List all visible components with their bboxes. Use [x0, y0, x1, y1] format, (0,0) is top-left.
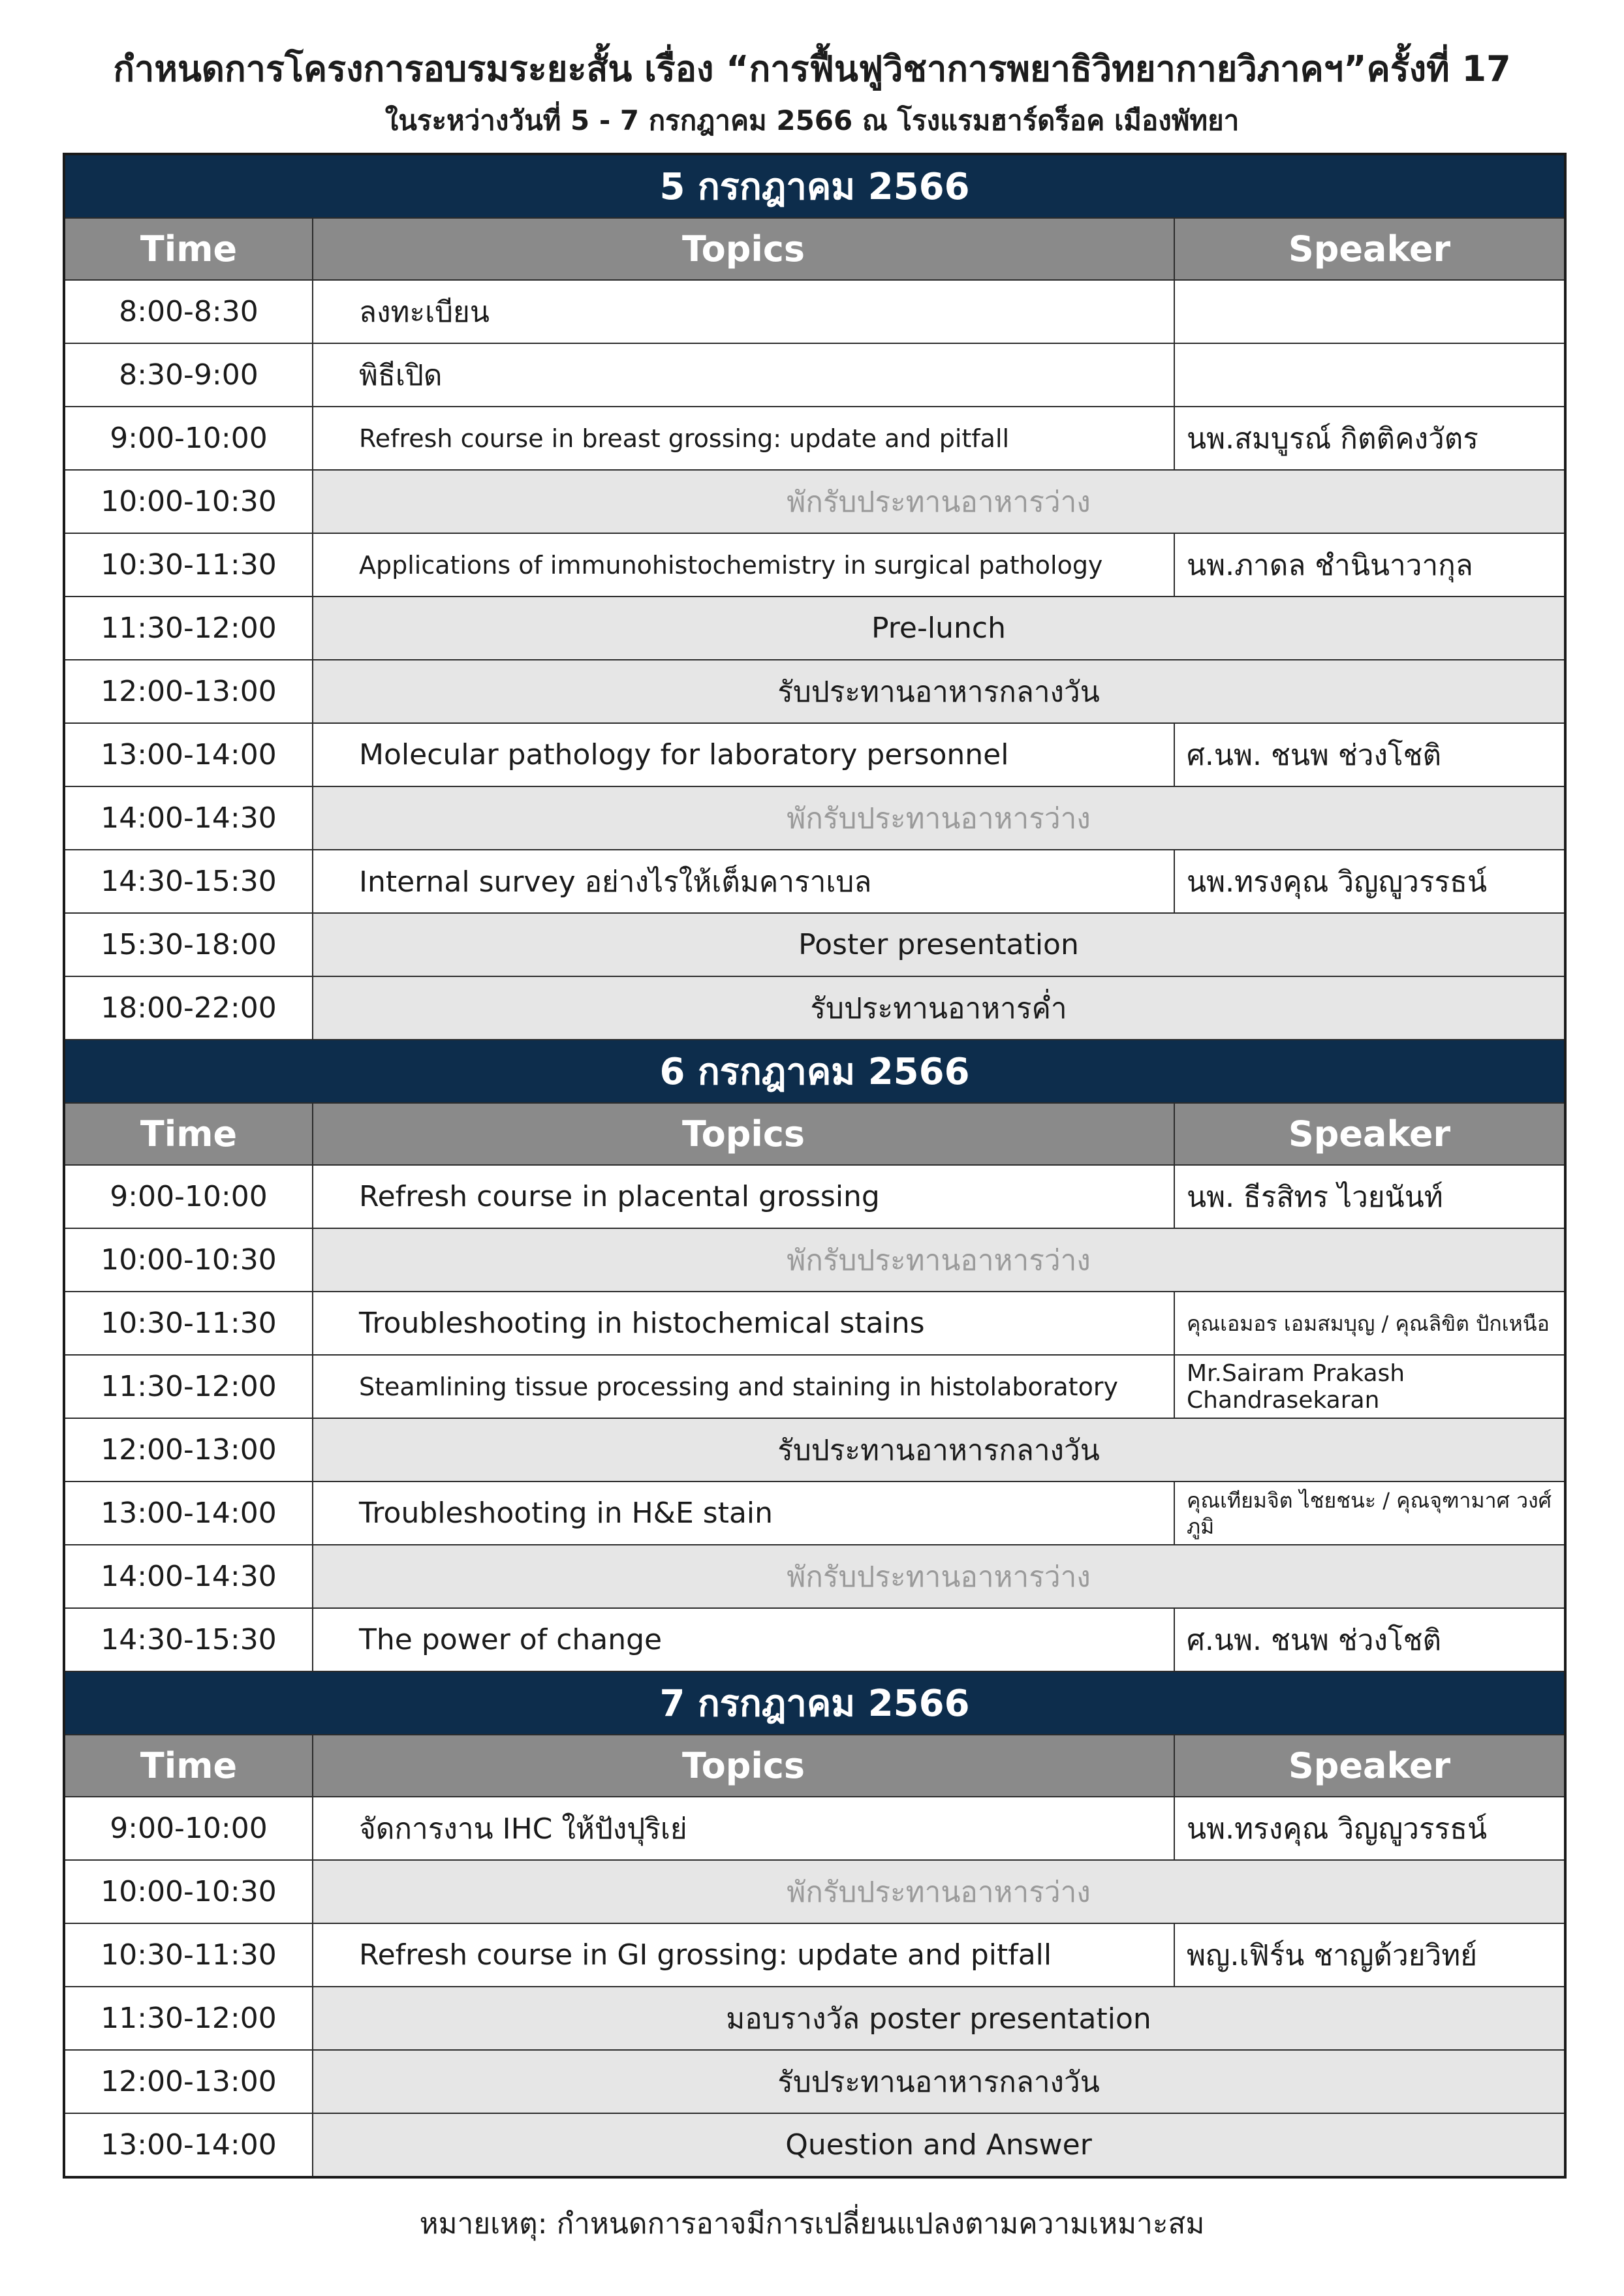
full-width-cell: Poster presentation	[313, 913, 1565, 976]
full-width-cell: รับประทานอาหารกลางวัน	[313, 660, 1565, 723]
column-header-topics: Topics	[313, 218, 1174, 280]
time-cell: 12:00-13:00	[64, 660, 313, 723]
full-width-cell: รับประทานอาหารกลางวัน	[313, 2050, 1565, 2113]
column-header-speaker: Speaker	[1174, 1735, 1565, 1797]
schedule-row	[64, 976, 1565, 1040]
time-cell: 12:00-13:00	[64, 2050, 313, 2113]
column-header-row	[64, 218, 1565, 280]
full-width-cell: รับประทานอาหารค่ำ	[313, 976, 1565, 1040]
full-width-cell: พักรับประทานอาหารว่าง	[313, 786, 1565, 850]
speaker-cell: นพ. ธีรสิทร ไวยนันท์	[1174, 1165, 1565, 1228]
speaker-cell: นพ.ทรงคุณ วิญญูวรรธน์	[1174, 850, 1565, 913]
column-header-row	[64, 1103, 1565, 1165]
schedule-row	[64, 2050, 1565, 2113]
schedule-row	[64, 1923, 1565, 1987]
topic-cell: Internal survey อย่างไรให้เต็มคาราเบล	[313, 850, 1174, 913]
time-cell: 12:00-13:00	[64, 1418, 313, 1482]
speaker-cell: คุณเอมอร เอมสมบุญ / คุณลิขิต ปักเหนือ	[1174, 1292, 1565, 1355]
speaker-cell	[1174, 343, 1565, 407]
time-cell: 13:00-14:00	[64, 2113, 313, 2177]
speaker-cell: นพ.ภาดล ชำนินาวากุล	[1174, 533, 1565, 597]
schedule-row	[64, 1545, 1565, 1608]
column-header-time: Time	[64, 1103, 313, 1165]
speaker-cell: พญ.เฟิร์น ชาญด้วยวิทย์	[1174, 1923, 1565, 1987]
schedule-row	[64, 723, 1565, 786]
topic-cell: Troubleshooting in histochemical stains	[313, 1292, 1174, 1355]
time-cell: 14:30-15:30	[64, 850, 313, 913]
schedule-row	[64, 1482, 1565, 1545]
full-width-cell: รับประทานอาหารกลางวัน	[313, 1418, 1565, 1482]
schedule-row	[64, 1292, 1565, 1355]
time-cell: 11:30-12:00	[64, 1355, 313, 1418]
schedule-row	[64, 1608, 1565, 1671]
schedule-row	[64, 850, 1565, 913]
time-cell: 10:30-11:30	[64, 533, 313, 597]
full-width-cell: พักรับประทานอาหารว่าง	[313, 1228, 1565, 1292]
time-cell: 10:30-11:30	[64, 1923, 313, 1987]
speaker-cell: ศ.นพ. ชนพ ช่วงโชติ	[1174, 1608, 1565, 1671]
schedule-row	[64, 1987, 1565, 2050]
full-width-cell: พักรับประทานอาหารว่าง	[313, 1860, 1565, 1923]
time-cell: 8:30-9:00	[64, 343, 313, 407]
time-cell: 10:30-11:30	[64, 1292, 313, 1355]
schedule-row	[64, 343, 1565, 407]
column-header-time: Time	[64, 1735, 313, 1797]
time-cell: 8:00-8:30	[64, 280, 313, 343]
schedule-row	[64, 1418, 1565, 1482]
schedule-row	[64, 1165, 1565, 1228]
time-cell: 11:30-12:00	[64, 1987, 313, 2050]
time-cell: 11:30-12:00	[64, 597, 313, 660]
day-header-row	[64, 1040, 1565, 1103]
time-cell: 18:00-22:00	[64, 976, 313, 1040]
topic-cell: The power of change	[313, 1608, 1174, 1671]
time-cell: 14:00-14:30	[64, 1545, 313, 1608]
schedule-row	[64, 913, 1565, 976]
day-date: 7 กรกฎาคม 2566	[64, 1671, 1565, 1735]
page-subtitle: ในระหว่างวันที่ 5 - 7 กรกฎาคม 2566 ณ โรงแรมฮาร์ดร็อค เมืองพัทยา	[384, 104, 1240, 136]
topic-cell: จัดการงาน IHC ให้ปังปุริเย่	[313, 1797, 1174, 1860]
column-header-topics: Topics	[313, 1735, 1174, 1797]
full-width-cell: พักรับประทานอาหารว่าง	[313, 470, 1565, 533]
speaker-cell	[1174, 280, 1565, 343]
column-header-row	[64, 1735, 1565, 1797]
column-header-time: Time	[64, 218, 313, 280]
time-cell: 9:00-10:00	[64, 1165, 313, 1228]
topic-cell: พิธีเปิด	[313, 343, 1174, 407]
schedule-row	[64, 407, 1565, 470]
day-date: 5 กรกฎาคม 2566	[64, 154, 1565, 218]
schedule-row	[64, 597, 1565, 660]
full-width-cell: มอบรางวัล poster presentation	[313, 1987, 1565, 2050]
day-header-row	[64, 154, 1565, 218]
time-cell: 14:00-14:30	[64, 786, 313, 850]
topic-cell: Molecular pathology for laboratory personnel	[313, 723, 1174, 786]
topic-cell: Refresh course in placental grossing	[313, 1165, 1174, 1228]
time-cell: 13:00-14:00	[64, 1482, 313, 1545]
schedule-row	[64, 533, 1565, 597]
schedule-row	[64, 470, 1565, 533]
speaker-cell: นพ.ทรงคุณ วิญญูวรรธน์	[1174, 1797, 1565, 1860]
speaker-cell: ศ.นพ. ชนพ ช่วงโชติ	[1174, 723, 1565, 786]
full-width-cell: พักรับประทานอาหารว่าง	[313, 1545, 1565, 1608]
schedule-row	[64, 1797, 1565, 1860]
schedule-table	[63, 153, 1567, 2179]
speaker-cell: นพ.สมบูรณ์ กิตติคงวัตร	[1174, 407, 1565, 470]
day-header-row	[64, 1671, 1565, 1735]
full-width-cell: Pre-lunch	[313, 597, 1565, 660]
schedule-row	[64, 2113, 1565, 2177]
day-date: 6 กรกฎาคม 2566	[64, 1040, 1565, 1103]
schedule-row	[64, 660, 1565, 723]
time-cell: 10:00-10:30	[64, 470, 313, 533]
schedule-row	[64, 786, 1565, 850]
schedule-row	[64, 1860, 1565, 1923]
time-cell: 13:00-14:00	[64, 723, 313, 786]
page-title: กำหนดการโครงการอบรมระยะสั้น เรื่อง “การฟื้นฟูวิชาการพยาธิวิทยากายวิภาคฯ”ครั้งที่ 17	[113, 48, 1511, 89]
column-header-speaker: Speaker	[1174, 1103, 1565, 1165]
time-cell: 15:30-18:00	[64, 913, 313, 976]
schedule-row	[64, 1228, 1565, 1292]
time-cell: 14:30-15:30	[64, 1608, 313, 1671]
topic-cell: Refresh course in GI grossing: update and pitfall	[313, 1923, 1174, 1987]
footnote: หมายเหตุ: กำหนดการอาจมีการเปลี่ยนแปลงตามความเหมาะสม	[419, 2207, 1205, 2241]
schedule-row	[64, 280, 1565, 343]
schedule-row	[64, 1355, 1565, 1418]
column-header-topics: Topics	[313, 1103, 1174, 1165]
full-width-cell: Question and Answer	[313, 2113, 1565, 2177]
speaker-cell: Mr.Sairam Prakash Chandrasekaran	[1174, 1355, 1565, 1418]
topic-cell: Applications of immunohistochemistry in surgical pathology	[313, 533, 1174, 597]
speaker-cell: คุณเทียมจิต ไชยชนะ / คุณจุฑามาศ วงศ์ภูมิ	[1174, 1482, 1565, 1545]
time-cell: 9:00-10:00	[64, 1797, 313, 1860]
topic-cell: Steamlining tissue processing and staining in histolaboratory	[313, 1355, 1174, 1418]
time-cell: 9:00-10:00	[64, 407, 313, 470]
time-cell: 10:00-10:30	[64, 1860, 313, 1923]
time-cell: 10:00-10:30	[64, 1228, 313, 1292]
topic-cell: Refresh course in breast grossing: update and pitfall	[313, 407, 1174, 470]
column-header-speaker: Speaker	[1174, 218, 1565, 280]
topic-cell: Troubleshooting in H&E stain	[313, 1482, 1174, 1545]
topic-cell: ลงทะเบียน	[313, 280, 1174, 343]
